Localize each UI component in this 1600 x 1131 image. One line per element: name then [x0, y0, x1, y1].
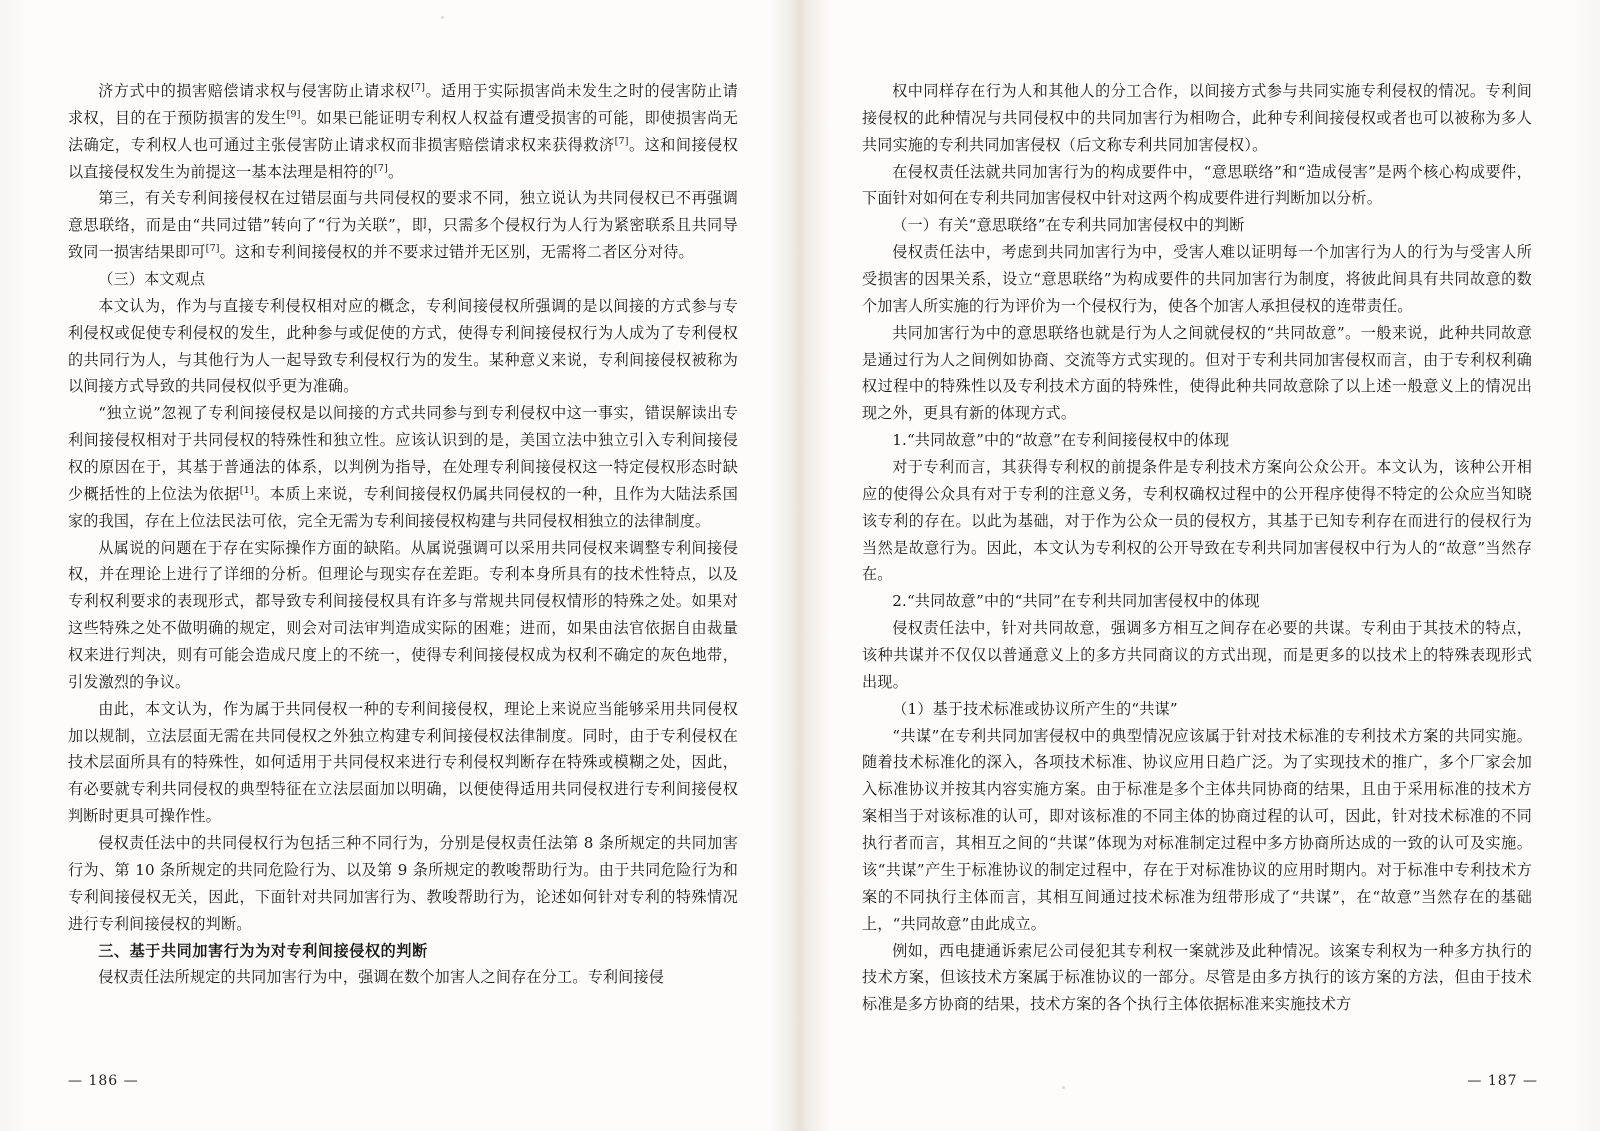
paragraph: （1）基于技术标准或协议所产生的“共谋”	[892, 699, 1178, 718]
right-column-text	[862, 78, 1532, 1018]
paragraph: 1.“共同故意”中的“故意”在专利间接侵权中的体现	[892, 431, 1230, 450]
left-column-text	[68, 78, 738, 991]
paragraph: 在侵权责任法就共同加害行为的构成要件中，“意思联络”和“造成侵害”是两个核心构成要件，下面针对如何在专利共同加害侵权中针对这两个构成要件进行判断加以分析。	[862, 162, 1532, 208]
paragraph: 济方式中的损害赔偿请求权与侵害防止请求权[7]。适用于实际损害尚未发生之时的侵害防止请求权，目的在于预防损害的发生[9]。如果已能证明专利权人权益有遭受损害的可能，即使损害尚无法确定，专利权人也可通过主张侵害防止请求权而非损害赔偿请求权来获得救济[7]。这和间接侵权以直接侵权发生为前提这一基本法理是相符的[7]。	[68, 81, 738, 181]
paragraph: （三）本文观点	[98, 270, 206, 289]
paragraph: “独立说”忽视了专利间接侵权是以间接的方式共同参与到专利侵权中这一事实，错误解读出专利间接侵权相对于共同侵权的特殊性和独立性。应该认识到的是，美国立法中独立引入专利间接侵权的原因在于，其基于普通法的体系，以判例为指导，在处理专利间接侵权这一特定侵权形态时缺少概括性的上位法为依据[1]。本质上来说，专利间接侵权仍属共同侵权的一种，且作为大陆法系国家的我国，存在上位法民法可依，完全无需为专利间接侵权构建与共同侵权相独立的法律制度。	[68, 404, 739, 530]
page-right	[800, 0, 1600, 1131]
paragraph: 2.“共同故意”中的“共同”在专利共同加害侵权中的体现	[892, 592, 1260, 611]
paper-speck	[1062, 1086, 1065, 1089]
paper-speck	[441, 16, 444, 19]
paragraph: “共谋”在专利共同加害侵权中的典型情况应该属于针对技术标准的专利技术方案的共同实施。随着技术标准化的深入，各项技术标准、协议应用日趋广泛。为了实现技术的推广，多个厂家会加入标准协议并按其内容实施方案。由于标准是多个主体共同协商的结果，且由于采用标准的技术方案相当于对该标准的认可，即对该标准的不同主体的协商过程的认可，因此，针对技术标准的不同执行者而言，其相互之间的“共谋”体现为对标准制定过程中多方协商所达成的一致的认可及实施。该“共谋”产生于标准协议的制定过程中，存在于对标准协议的应用时期内。对于标准中专利技术方案的不同执行主体而言，其相互间通过技术标准为纽带形成了“共谋”，在“故意”当然存在的基础上，“共同故意”由此成立。	[862, 726, 1532, 933]
paragraph: 从属说的问题在于存在实际操作方面的缺陷。从属说强调可以采用共同侵权来调整专利间接侵权，并在理论上进行了详细的分析。但理论与现实存在差距。专利本身所具有的技术性特点，以及专利权利要求的表现形式，都导致专利间接侵权具有许多与常规共同侵权情形的特殊之处。如果对这些特殊之处不做明确的规定，则会对司法审判造成实际的困难；进而，如果由法官依据自由裁量权来进行判决，则有可能会造成尺度上的不统一，使得专利间接侵权成为权利不确定的灰色地带，引发激烈的争议。	[68, 538, 738, 691]
page-number-left: — 186 —	[68, 1073, 139, 1089]
paragraph: 本文认为，作为与直接专利侵权相对应的概念，专利间接侵权所强调的是以间接的方式参与专利侵权或促使专利侵权的发生，此种参与或促使的方式，使得专利间接侵权行为人成为了专利侵权的共同行为人，与其他行为人一起导致专利侵权行为的发生。某种意义来说，专利间接侵权被称为以间接方式导致的共同侵权似乎更为准确。	[68, 296, 738, 396]
paragraph: 对于专利而言，其获得专利权的前提条件是专利技术方案向公众公开。本文认为，该种公开相应的使得公众具有对于专利的注意义务，专利权确权过程中的公开程序使得不特定的公众应当知晓该专利的存在。以此为基础，对于作为公众一员的侵权方，其基于已知专利存在而进行的侵权行为当然是故意行为。因此，本文认为专利权的公开导致在专利共同加害侵权中行为人的“故意”当然存在。	[862, 458, 1532, 584]
paper-speck	[86, 910, 88, 912]
paragraph: 共同加害行为中的意思联络也就是行为人之间就侵权的“共同故意”。一般来说，此种共同故意是通过行为人之间例如协商、交流等方式实现的。但对于专利共同加害侵权而言，由于专利权利确权过程中的特殊性以及专利技术方面的特殊性，使得此种共同故意除了以上述一般意义上的情况出现之外，更具有新的体现方式。	[862, 323, 1532, 423]
paragraph: 第三，有关专利间接侵权在过错层面与共同侵权的要求不同，独立说认为共同侵权已不再强调意思联络，而是由“共同过错”转向了“行为关联”，即，只需多个侵权行为人行为紧密联系且共同导致同一损害结果即可[7]。这和专利间接侵权的并不要求过错并无区别，无需将二者区分对待。	[68, 189, 738, 262]
paragraph: 例如，西电捷通诉索尼公司侵犯其专利权一案就涉及此种情况。该案专利权为一种多方执行的技术方案，但该技术方案属于标准协议的一部分。尽管是由多方执行的该方案的方法，但由于技术标准是多方协商的结果，技术方案的各个执行主体依据标准来实施技术方	[862, 941, 1532, 1014]
paragraph: 权中同样存在行为人和其他人的分工合作，以间接方式参与共同实施专利侵权的情况。专利间接侵权的此种情况与共同侵权中的共同加害行为相吻合，此种专利间接侵权或者也可以被称为多人共同实施的专利共同加害侵权（后文称专利共同加害侵权）。	[862, 82, 1532, 154]
paragraph: 侵权责任法中，针对共同故意，强调多方相互之间存在必要的共谋。专利由于其技术的特点，该种共谋并不仅仅以普通意义上的多方共同商议的方式出现，而是更多的以技术上的特殊表现形式出现。	[862, 619, 1532, 691]
paragraph: 侵权责任法所规定的共同加害行为中，强调在数个加害人之间存在分工。专利间接侵	[98, 968, 665, 987]
paragraph: 侵权责任法中，考虑到共同加害行为中，受害人难以证明每一个加害行为人的行为与受害人所受损害的因果关系，设立“意思联络”为构成要件的共同加害行为制度，将彼此间具有共同故意的数个加害人所实施的行为评价为一个侵权行为，使各个加害人承担侵权的连带责任。	[862, 243, 1532, 315]
paragraph: 由此，本文认为，作为属于共同侵权一种的专利间接侵权，理论上来说应当能够采用共同侵权加以规制，立法层面无需在共同侵权之外独立构建专利间接侵权法律制度。同时，由于专利侵权在技术层面所具有的特殊性，如何适用于共同侵权来进行专利侵权判断存在特殊或模糊之处，因此，有必要就专利共同侵权的典型特征在立法层面加以明确，以便使得适用共同侵权进行专利间接侵权判断时更具可操作性。	[68, 699, 738, 826]
section-heading: 三、基于共同加害行为为对专利间接侵权的判断	[98, 941, 428, 960]
paragraph: （一）有关“意思联络”在专利共同加害侵权中的判断	[892, 216, 1245, 235]
paragraph: 侵权责任法中的共同侵权行为包括三种不同行为，分别是侵权责任法第 8 条所规定的共同加害行为、第 10 条所规定的共同危险行为、以及第 9 条所规定的教唆帮助行为。由于共同危险行为和专利间接侵权无关，因此，下面针对共同加害行为、教唆帮助行为，论述如何针对专利的特殊情况进行专利间接侵权的判断。	[68, 834, 738, 933]
page-number-right: — 187 —	[1467, 1073, 1538, 1089]
